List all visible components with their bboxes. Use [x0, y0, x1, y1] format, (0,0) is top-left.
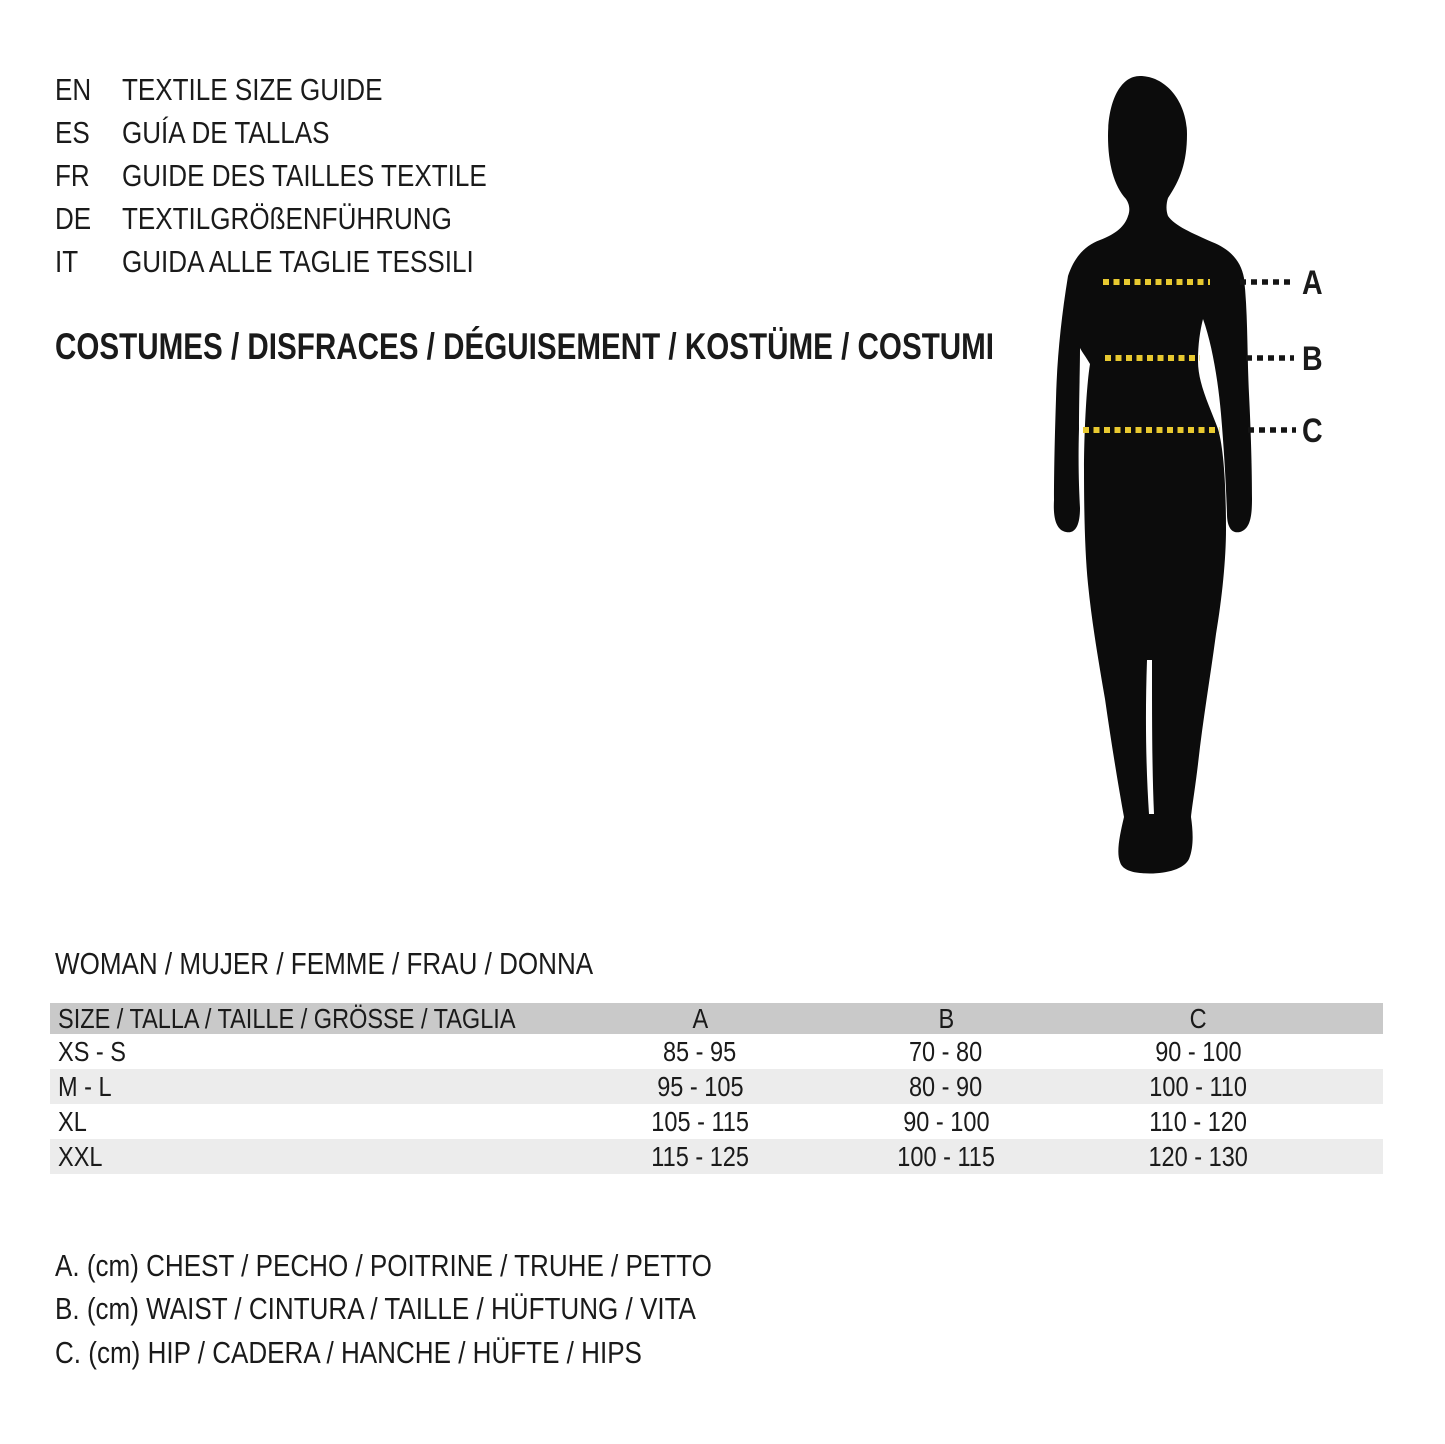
size-cell: XS - S: [58, 1035, 126, 1067]
value-b-cell: 90 - 100: [902, 1105, 990, 1137]
value-a-cell: 115 - 125: [651, 1140, 749, 1172]
size-table: [50, 1003, 1383, 1174]
size-column-header: SIZE / TALLA / TAILLE / GRÖSSE / TAGLIA: [58, 1003, 516, 1034]
value-a-cell: 95 - 105: [656, 1070, 744, 1102]
measurement-legend: [55, 1244, 837, 1375]
value-a-cell: 105 - 115: [651, 1105, 749, 1137]
value-c-cell: 110 - 120: [1149, 1105, 1247, 1137]
marker-label-c: C: [1302, 412, 1323, 450]
value-c-cell: 120 - 130: [1148, 1140, 1248, 1172]
language-code: IT: [55, 243, 79, 279]
size-cell: M - L: [58, 1070, 112, 1102]
value-c-cell: 100 - 110: [1149, 1070, 1247, 1102]
legend-item-chest: A. (cm) CHEST / PECHO / POITRINE / TRUHE / PETTO: [55, 1247, 712, 1283]
table-row: [50, 1104, 1383, 1139]
category-title: COSTUMES / DISFRACES / DÉGUISEMENT / KOSTÜME / COSTUMI: [55, 326, 995, 367]
language-row: [55, 240, 556, 283]
value-a-cell: 85 - 95: [663, 1035, 737, 1067]
language-row: [55, 68, 556, 111]
table-row: [50, 1034, 1383, 1069]
language-code: ES: [55, 114, 90, 150]
language-label: TEXTILGRÖßENFÜHRUNG: [122, 200, 452, 236]
language-label: GUÍA DE TALLAS: [122, 114, 330, 150]
size-cell: XXL: [58, 1140, 103, 1172]
language-row: [55, 154, 556, 197]
marker-label-b: B: [1302, 340, 1323, 378]
language-list: [55, 68, 556, 283]
language-code: DE: [55, 200, 92, 236]
table-row: [50, 1139, 1383, 1174]
column-header-c: C: [1189, 1003, 1207, 1034]
woman-silhouette-graphic: [1040, 68, 1360, 888]
language-label: TEXTILE SIZE GUIDE: [122, 71, 383, 107]
table-row: [50, 1069, 1383, 1104]
section-title-woman: WOMAN / MUJER / FEMME / FRAU / DONNA: [55, 946, 594, 981]
language-code: FR: [55, 157, 90, 193]
woman-silhouette: [1054, 76, 1252, 873]
size-table-header-row: [50, 1003, 1383, 1034]
legend-item-hip: C. (cm) HIP / CADERA / HANCHE / HÜFTE / HIPS: [55, 1334, 642, 1370]
value-b-cell: 80 - 90: [909, 1070, 983, 1102]
column-header-a: A: [692, 1003, 708, 1034]
language-label: GUIDE DES TAILLES TEXTILE: [122, 157, 487, 193]
measurement-figure: [1040, 68, 1360, 888]
language-row: [55, 197, 556, 240]
column-header-b: B: [938, 1003, 954, 1034]
marker-label-a: A: [1302, 264, 1323, 302]
value-b-cell: 70 - 80: [909, 1035, 983, 1067]
size-cell: XL: [58, 1105, 87, 1137]
value-c-cell: 90 - 100: [1154, 1035, 1242, 1067]
language-code: EN: [55, 71, 92, 107]
value-b-cell: 100 - 115: [897, 1140, 995, 1172]
language-label: GUIDA ALLE TAGLIE TESSILI: [122, 243, 474, 279]
legend-item-waist: B. (cm) WAIST / CINTURA / TAILLE / HÜFTUNG / VITA: [55, 1291, 696, 1327]
language-row: [55, 111, 556, 154]
